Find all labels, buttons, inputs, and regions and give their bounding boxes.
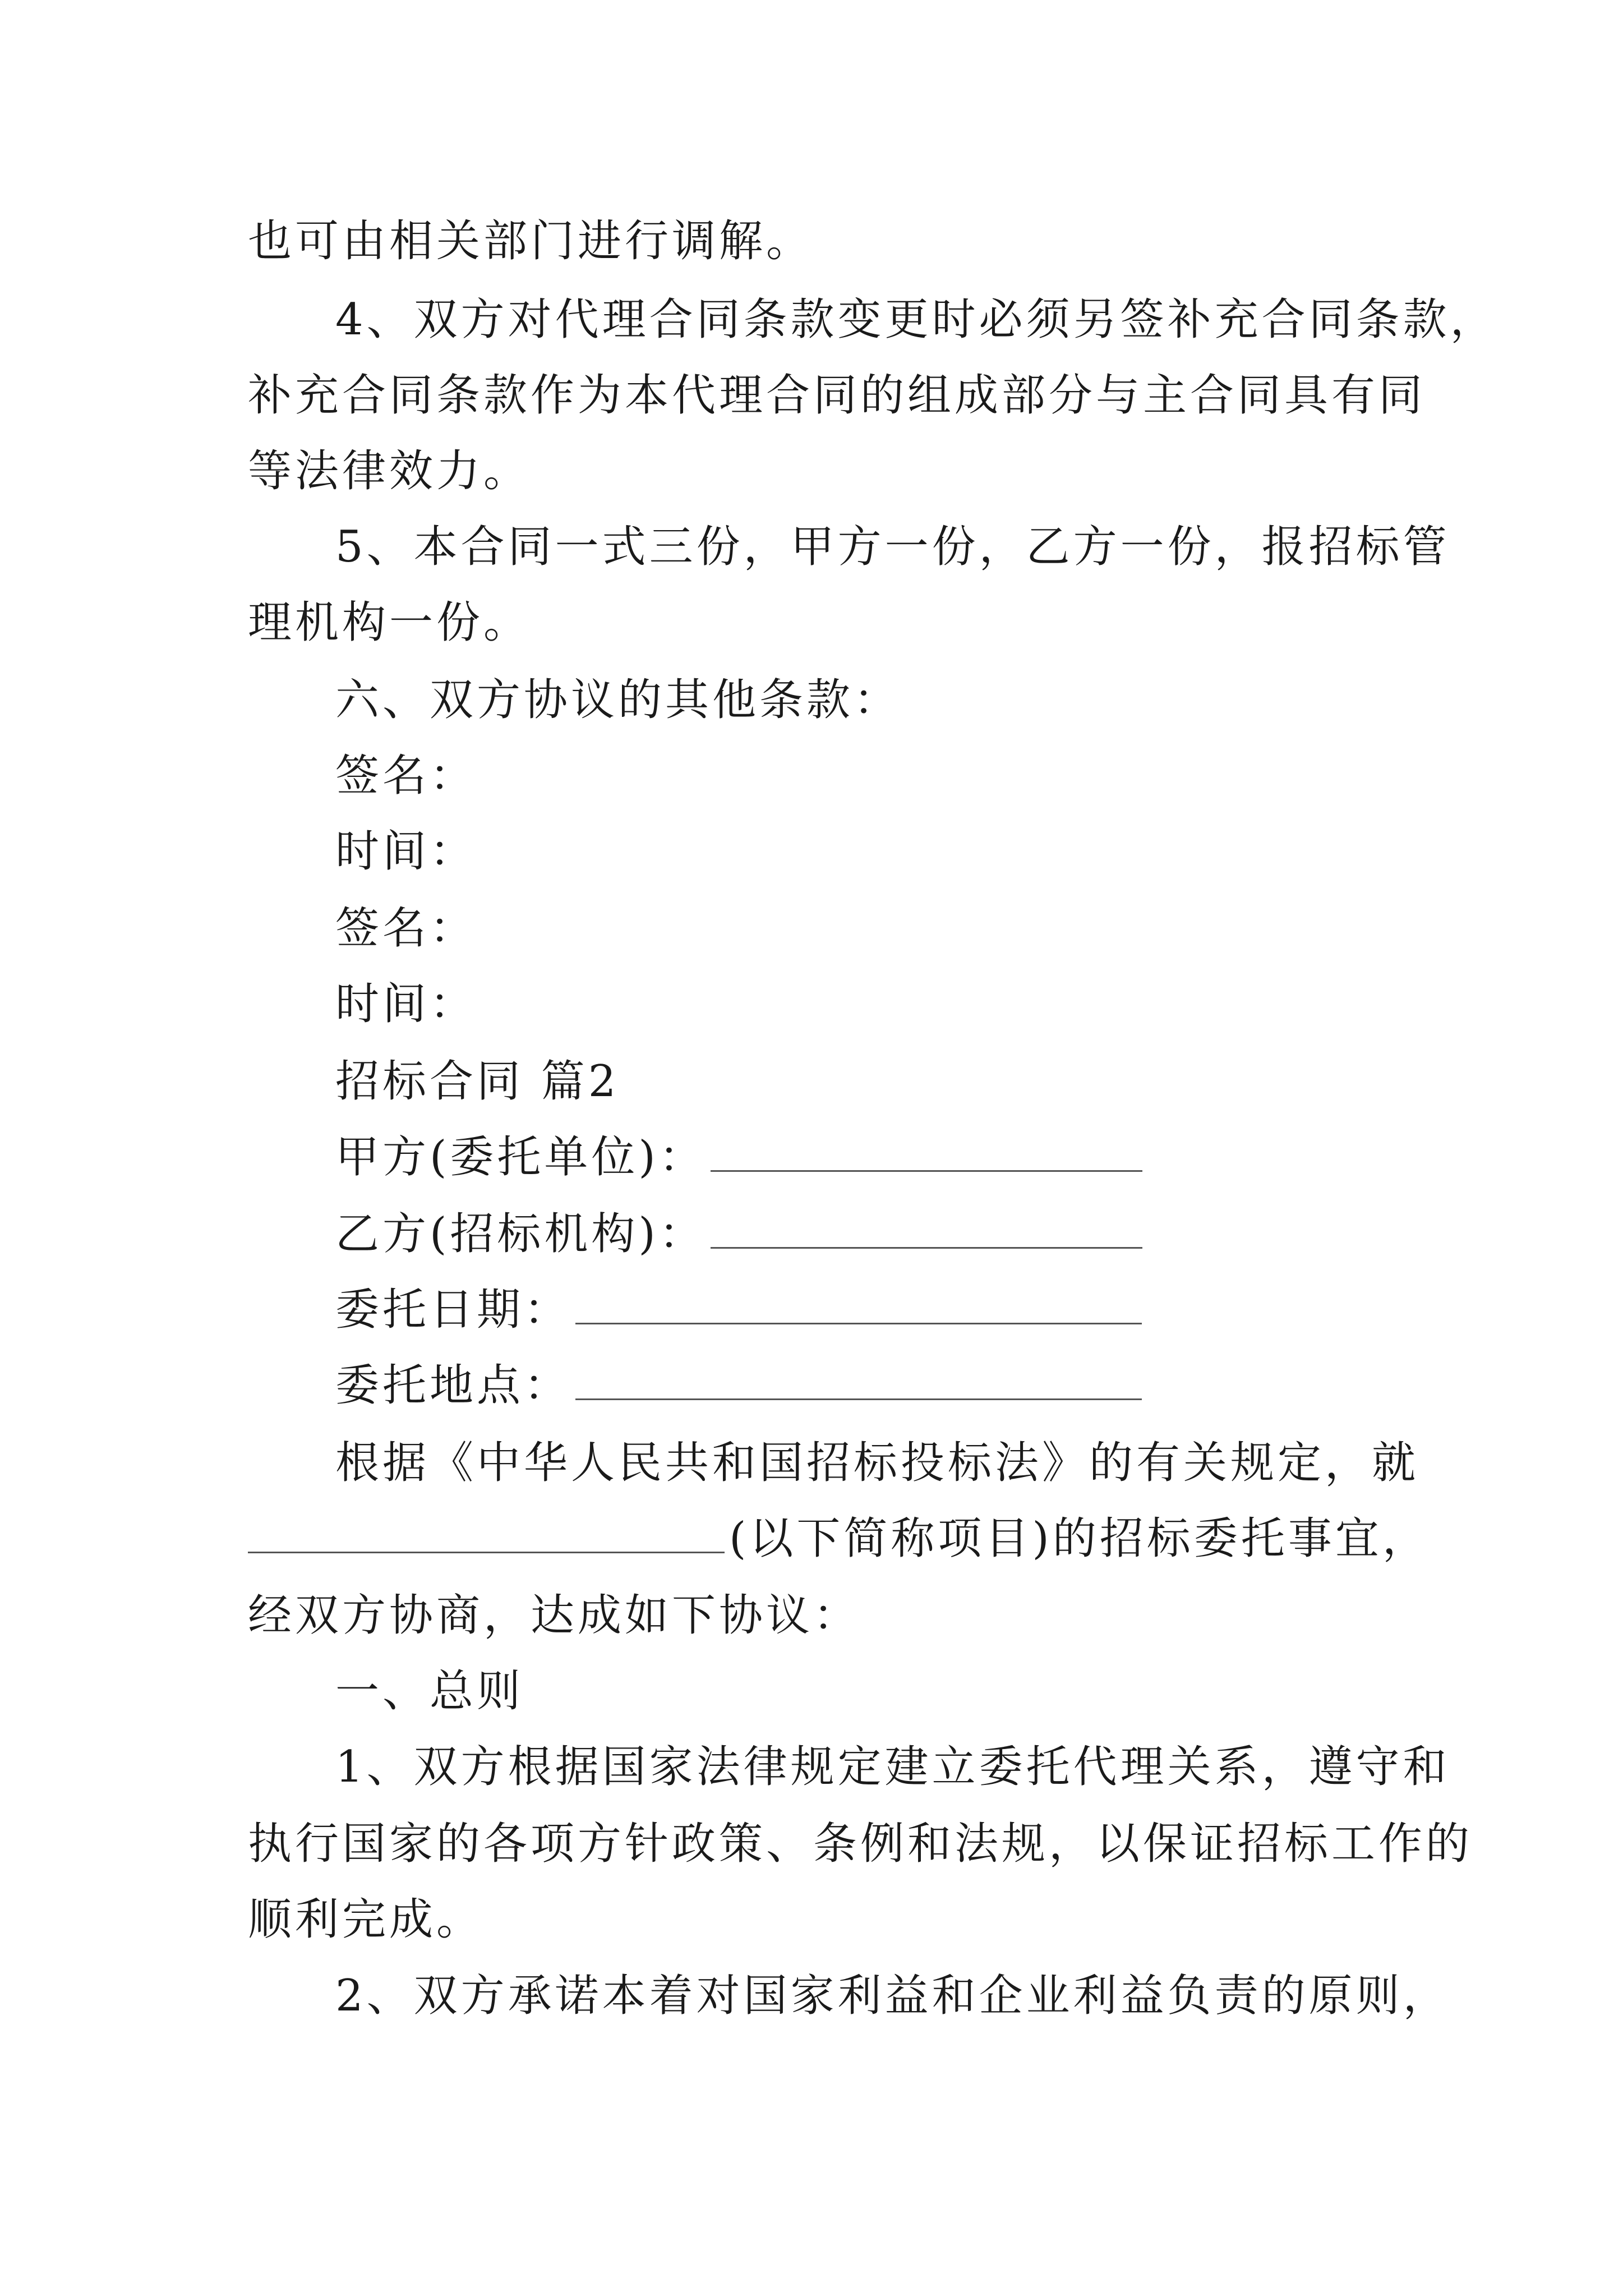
party-a-label: 甲方(委托单位)： [335,1132,706,1182]
signature-label: 签名： [335,751,477,801]
party-a-blank [711,1131,1142,1172]
paragraph-line: 2、双方承诺本着对国家利益和企业利益负责的原则， [335,1971,1450,2021]
paragraph-line: 等法律效力。 [248,446,531,496]
paragraph-line: 1、双方根据国家法律规定建立委托代理关系，遵守和 [335,1742,1450,1792]
paragraph-line: 根据《中华人民共和国招标投标法》的有关规定，就 [335,1438,1419,1488]
party-b-label: 乙方(招标机构)： [335,1209,706,1259]
party-b-field [335,1206,1142,1262]
section-title: 招标合同 篇2 [335,1056,620,1107]
time-label: 时间： [335,826,477,877]
project-name-blank [248,1512,725,1553]
signature-label: 签名： [335,903,477,954]
paragraph-line: 执行国家的各项方针政策、条例和法规，以保证招标工作的 [248,1819,1473,1869]
paragraph-line: 顺利完成。 [248,1894,484,1945]
time-label: 时间： [335,979,477,1029]
entrust-date-blank [575,1283,1142,1324]
paragraph-line: 补充合同条款作为本代理合同的组成部分与主合同具有同 [248,370,1426,421]
paragraph-line: 4、双方对代理合同条款变更时必须另签补充合同条款， [335,295,1497,345]
section-heading: 一、总则 [335,1666,524,1717]
entrust-place-field [335,1358,1142,1414]
entrust-date-field [335,1282,1142,1338]
entrust-place-label: 委托地点： [335,1360,571,1411]
paragraph-line: 5、本合同一式三份，甲方一份，乙方一份，报招标管 [335,522,1450,572]
entrust-place-blank [575,1359,1142,1400]
paragraph-text: (以下简称项目)的招标委托事宜， [729,1513,1430,1564]
paragraph-line: 理机构一份。 [248,597,531,648]
paragraph-line [248,1511,1430,1567]
paragraph-line: 也可由相关部门进行调解。 [248,216,814,266]
party-b-blank [711,1208,1142,1249]
paragraph-line: 经双方协商，达成如下协议： [248,1590,861,1641]
paragraph-line: 六、双方协议的其他条款： [335,675,901,725]
entrust-date-label: 委托日期： [335,1285,571,1335]
party-a-field [335,1129,1142,1185]
